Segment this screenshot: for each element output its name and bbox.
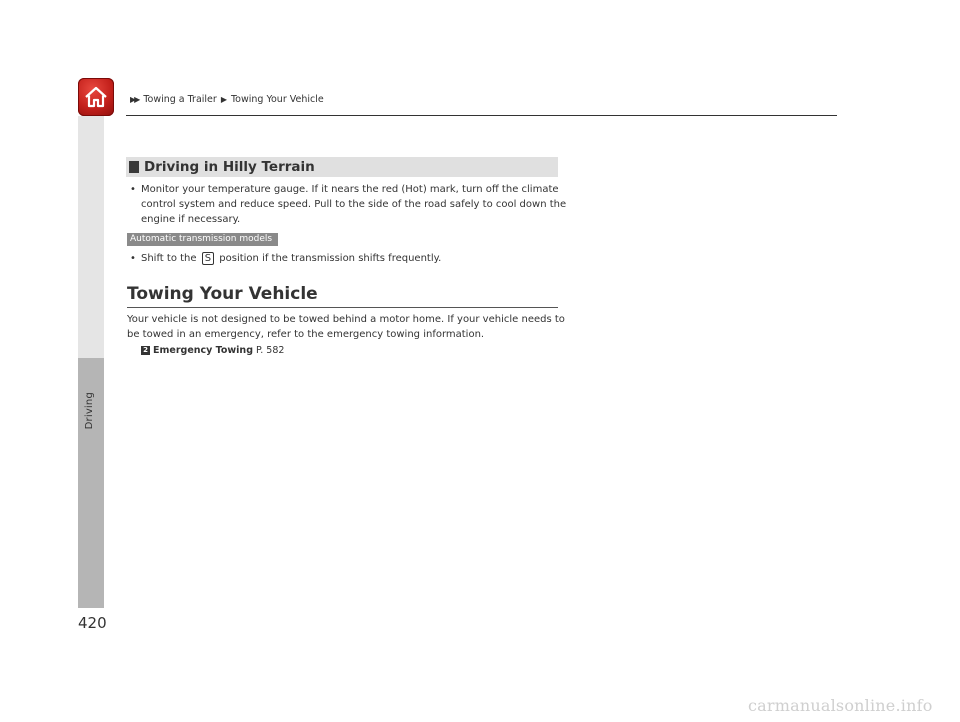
sidebar-top-band bbox=[78, 116, 104, 358]
page-number: 420 bbox=[78, 614, 107, 632]
section-title: Driving in Hilly Terrain bbox=[144, 159, 315, 175]
towing-heading: Towing Your Vehicle bbox=[127, 284, 318, 304]
home-button[interactable] bbox=[78, 78, 114, 116]
bullet-text: Monitor your temperature gauge. If it nears the red (Hot) mark, turn off the climate control system and reduce speed. Pull to the side of the road safely to cool down the engine if necessary. bbox=[141, 184, 567, 225]
towing-paragraph: Your vehicle is not designed to be towed behind a motor home. If your vehicle needs to be towed in an emergency, refer to the emergency towing information. bbox=[127, 314, 565, 340]
s-position-key: S bbox=[202, 252, 214, 265]
bullet-dot-icon: • bbox=[130, 253, 136, 264]
breadcrumb bbox=[130, 94, 324, 105]
breadcrumb-item-towing-your-vehicle[interactable]: Towing Your Vehicle bbox=[230, 94, 324, 105]
breadcrumb-separator-icon: ▶ bbox=[220, 95, 227, 104]
section-heading-bar bbox=[126, 157, 558, 177]
towing-heading-rule bbox=[127, 307, 558, 308]
bullet-shift bbox=[130, 251, 570, 266]
xref-page: P. 582 bbox=[256, 345, 285, 356]
breadcrumb-arrow-icon: ▶▶ bbox=[130, 95, 139, 104]
bullet-text-after: position if the transmission shifts frequently. bbox=[219, 253, 442, 264]
sidebar-label: Driving bbox=[84, 392, 95, 430]
bullet-text-before: Shift to the bbox=[141, 253, 197, 264]
home-icon bbox=[82, 83, 110, 111]
bullet-temperature bbox=[130, 182, 570, 227]
watermark: carmanualsonline.info bbox=[748, 696, 933, 715]
bullet-text bbox=[141, 251, 570, 266]
reference-arrow-icon: 2 bbox=[141, 346, 150, 355]
section-square-icon bbox=[129, 161, 139, 173]
breadcrumb-item-towing-a-trailer[interactable]: Towing a Trailer bbox=[143, 94, 217, 105]
header-divider bbox=[126, 115, 837, 116]
xref-title: Emergency Towing bbox=[153, 345, 253, 356]
bullet-dot-icon: • bbox=[130, 184, 136, 195]
cross-reference-link[interactable] bbox=[141, 345, 284, 356]
model-tag: Automatic transmission models bbox=[127, 233, 278, 246]
